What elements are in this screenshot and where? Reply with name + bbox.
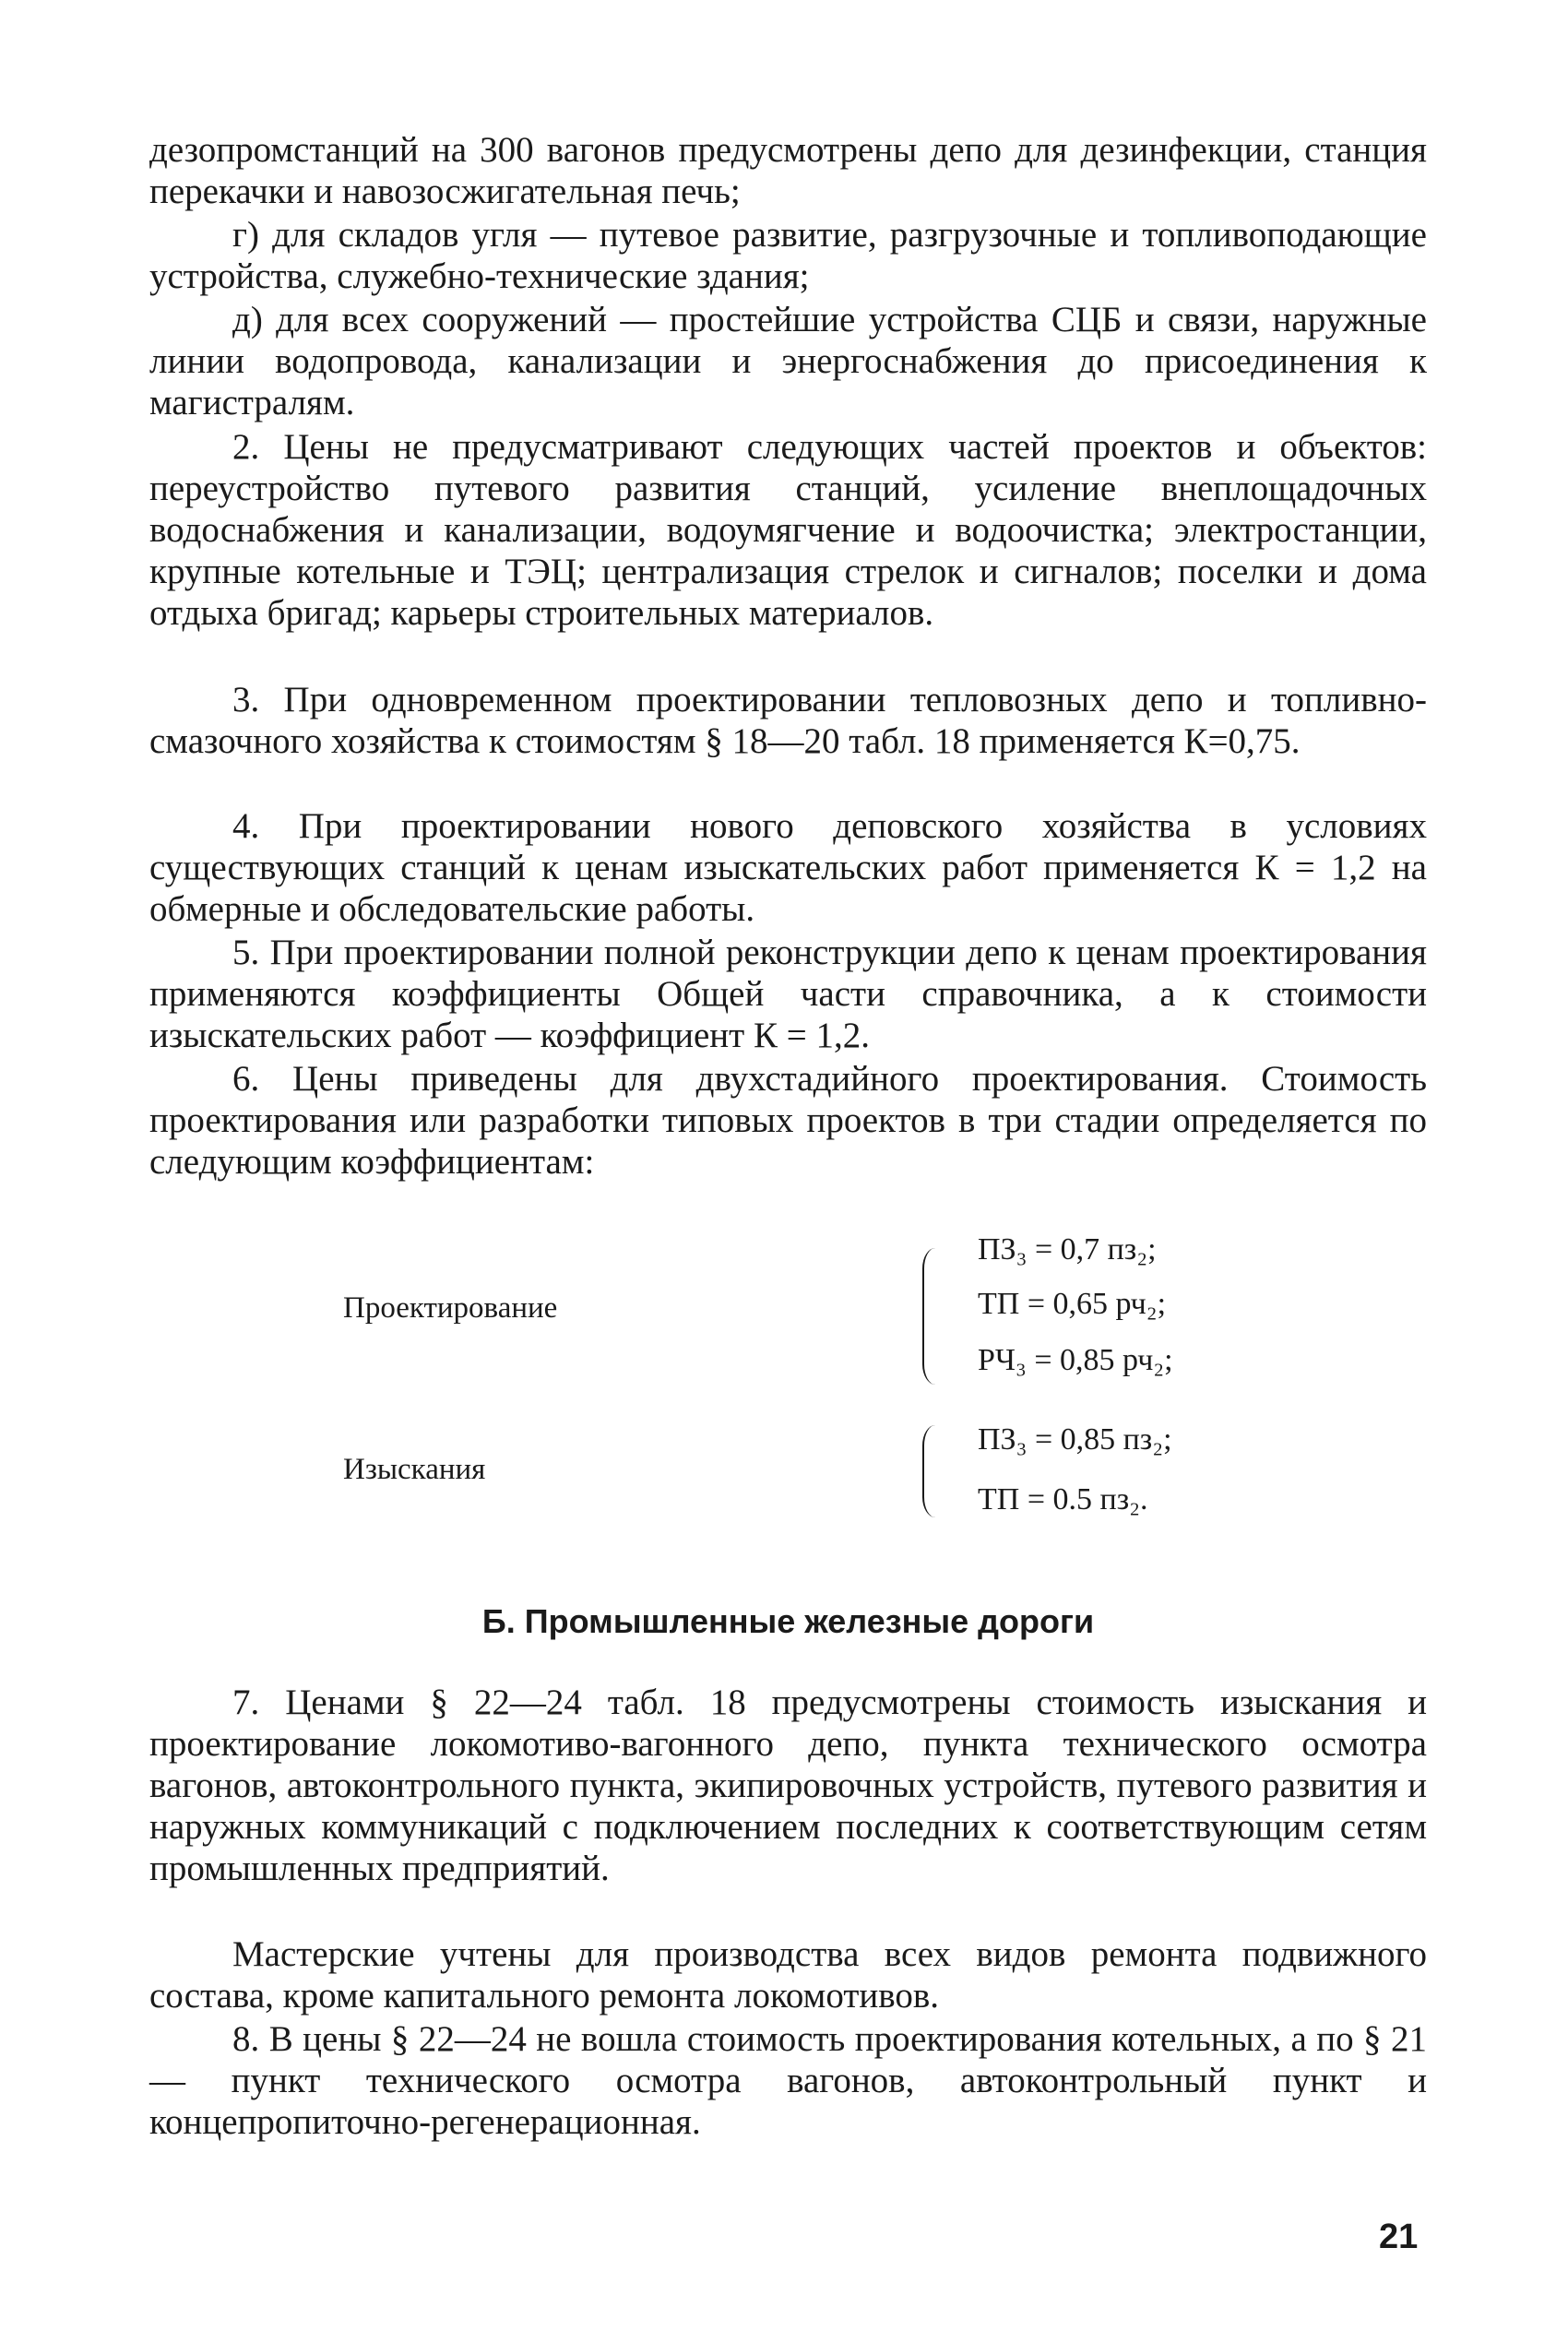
formula-design-label: Проектирование — [343, 1291, 558, 1325]
page-number: 21 — [1379, 2218, 1419, 2256]
paragraph-item-g: г) для складов угля — путевое развитие, разгрузочные и топливоподающие устройства, служебно-технические здания; — [149, 215, 1427, 296]
formula-design-line-3: РЧ₃ = 0,85 рч₂; — [978, 1343, 1173, 1377]
paragraph-7: 7. Ценами § 22—24 табл. 18 предусмотрены стоимость изыскания и проектирование локомотиво-вагонного депо, пункта технического осмотра вагонов, автоконтрольного пункта, экипировочных устройств, путевого развития и наружных коммуникаций с подключением последних к соответствующим сетям промышленных предприятий. — [149, 1683, 1427, 1888]
paragraph-2: 2. Цены не предусматривают следующих частей проектов и объектов: переустройство путевого развития станций, усиление внеплощадочных водоснабжения и канализации, водоумягчение и водоочистка; электростанции, крупные котельные и ТЭЦ; централизация стрелок и сигналов; поселки и дома отдыха бригад; карьеры строительных материалов. — [149, 427, 1427, 633]
brace-design-icon — [922, 1248, 937, 1385]
paragraph-6: 6. Цены приведены для двухстадийного проектирования. Стоимость проектирования или разработки типовых проектов в три стадии определяется по следующим коэффициентам: — [149, 1059, 1427, 1182]
formula-survey-line-2: ТП = 0.5 пз₂. — [978, 1482, 1148, 1516]
brace-survey-icon — [922, 1425, 937, 1517]
formula-survey-line-1: ПЗ₃ = 0,85 пз₂; — [978, 1422, 1172, 1457]
formula-design-line-2: ТП = 0,65 рч₂; — [978, 1287, 1167, 1321]
section-heading: Б. Промышленные железные дороги — [481, 1602, 1095, 1640]
paragraph-8: 8. В цены § 22—24 не вошла стоимость проектирования котельных, а по § 21 — пункт технического осмотра вагонов, автоконтрольный пункт и концепропиточно-регенерационная. — [149, 2019, 1427, 2142]
paragraph-3: 3. При одновременном проектировании тепловозных депо и топливно-смазочного хозяйства к стоимостям § 18—20 табл. 18 применяется К=0,75. — [149, 680, 1427, 761]
paragraph-4: 4. При проектировании нового деповского хозяйства в условиях существующих станций к ценам изыскательских работ применяется К = 1,2 на обмерные и обследовательские работы. — [149, 806, 1427, 929]
paragraph-7b: Мастерские учтены для производства всех видов ремонта подвижного состава, кроме капитального ремонта локомотивов. — [149, 1934, 1427, 2016]
paragraph-5: 5. При проектировании полной реконструкции депо к ценам проектирования применяются коэффициенты Общей части справочника, а к стоимости изыскательских работ — коэффициент К = 1,2. — [149, 933, 1427, 1055]
formula-survey-label: Изыскания — [343, 1453, 486, 1486]
paragraph-intro: дезопромстанций на 300 вагонов предусмотрены депо для дезинфекции, станция перекачки и навозосжигательная печь; — [149, 130, 1427, 211]
formula-design-line-1: ПЗ₃ = 0,7 пз₂; — [978, 1232, 1157, 1267]
paragraph-item-d: д) для всех сооружений — простейшие устройства СЦБ и связи, наружные линии водопровода, канализации и энергоснабжения до присоединения к магистралям. — [149, 300, 1427, 422]
